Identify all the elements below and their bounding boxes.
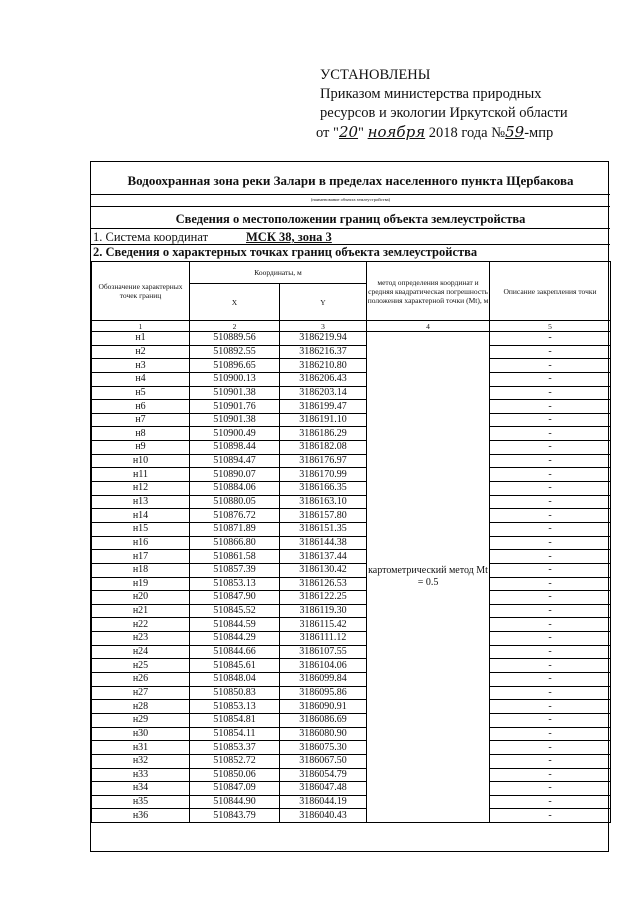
coord-system-value: МСК 38, зона 3 bbox=[246, 230, 332, 244]
table-row bbox=[92, 741, 611, 755]
table-row bbox=[92, 563, 611, 577]
coord-x: 510848.04 bbox=[190, 673, 280, 687]
points-section-title: 2. Сведения о характерных точках границ объекта землеустройства bbox=[93, 245, 478, 259]
coord-system-label: 1. Система координат bbox=[93, 230, 209, 244]
header-x: X bbox=[190, 284, 280, 321]
table-row bbox=[92, 468, 611, 482]
fixation-description: - bbox=[490, 727, 611, 741]
coord-y: 3186219.94 bbox=[280, 332, 367, 346]
coord-y: 3186115.42 bbox=[280, 618, 367, 632]
table-row bbox=[92, 413, 611, 427]
point-id: н14 bbox=[92, 509, 190, 523]
point-id: н34 bbox=[92, 782, 190, 796]
fixation-description: - bbox=[490, 686, 611, 700]
coord-y: 3186080.90 bbox=[280, 727, 367, 741]
coord-x: 510845.52 bbox=[190, 604, 280, 618]
point-id: н6 bbox=[92, 400, 190, 414]
column-number: 1 bbox=[92, 321, 190, 332]
table-row bbox=[92, 659, 611, 673]
point-id: н15 bbox=[92, 522, 190, 536]
coord-x: 510854.81 bbox=[190, 713, 280, 727]
header-designation: Обозначение характерных точек границ bbox=[92, 262, 190, 321]
point-id: н3 bbox=[92, 359, 190, 373]
fixation-description: - bbox=[490, 386, 611, 400]
coord-y: 3186054.79 bbox=[280, 768, 367, 782]
fixation-description: - bbox=[490, 645, 611, 659]
coord-y: 3186176.97 bbox=[280, 454, 367, 468]
coord-y: 3186170.99 bbox=[280, 468, 367, 482]
coord-x: 510850.06 bbox=[190, 768, 280, 782]
coord-y: 3186086.69 bbox=[280, 713, 367, 727]
column-number: 4 bbox=[367, 321, 490, 332]
fixation-description: - bbox=[490, 359, 611, 373]
coord-x: 510844.59 bbox=[190, 618, 280, 632]
table-row bbox=[92, 632, 611, 646]
fixation-description: - bbox=[490, 768, 611, 782]
fixation-description: - bbox=[490, 659, 611, 673]
fixation-description: - bbox=[490, 713, 611, 727]
fixation-description: - bbox=[490, 700, 611, 714]
point-id: н8 bbox=[92, 427, 190, 441]
coord-x: 510854.11 bbox=[190, 727, 280, 741]
table-row bbox=[92, 509, 611, 523]
header-method: метод определения координат и средняя квадратическая погрешность положения характерной точки (Mt), м bbox=[367, 262, 490, 321]
table-row bbox=[92, 454, 611, 468]
header-y: Y bbox=[280, 284, 367, 321]
coord-x: 510901.76 bbox=[190, 400, 280, 414]
point-id: н31 bbox=[92, 741, 190, 755]
table-row bbox=[92, 673, 611, 687]
fixation-description: - bbox=[490, 495, 611, 509]
coord-x: 510845.61 bbox=[190, 659, 280, 673]
coord-y: 3186157.80 bbox=[280, 509, 367, 523]
fixation-description: - bbox=[490, 741, 611, 755]
table-row bbox=[92, 345, 611, 359]
coord-y: 3186182.08 bbox=[280, 441, 367, 455]
fixation-description: - bbox=[490, 632, 611, 646]
point-id: н10 bbox=[92, 454, 190, 468]
coord-y: 3186199.47 bbox=[280, 400, 367, 414]
coord-y: 3186067.50 bbox=[280, 754, 367, 768]
fixation-description: - bbox=[490, 754, 611, 768]
coord-x: 510896.65 bbox=[190, 359, 280, 373]
fixation-description: - bbox=[490, 563, 611, 577]
coord-y: 3186090.91 bbox=[280, 700, 367, 714]
fixation-description: - bbox=[490, 536, 611, 550]
divider bbox=[91, 206, 610, 207]
coord-y: 3186144.38 bbox=[280, 536, 367, 550]
table-row bbox=[92, 782, 611, 796]
object-caption: (наименование объекта землеустройства) bbox=[310, 197, 391, 202]
fixation-description: - bbox=[490, 673, 611, 687]
fixation-description: - bbox=[490, 332, 611, 346]
point-id: н26 bbox=[92, 673, 190, 687]
point-id: н18 bbox=[92, 563, 190, 577]
approval-title: УСТАНОВЛЕНЫ bbox=[320, 67, 431, 83]
table-row bbox=[92, 768, 611, 782]
point-id: н36 bbox=[92, 809, 190, 823]
fixation-description: - bbox=[490, 400, 611, 414]
coord-y: 3186206.43 bbox=[280, 372, 367, 386]
boundary-document bbox=[90, 161, 609, 852]
coord-x: 510861.58 bbox=[190, 550, 280, 564]
table-row bbox=[92, 577, 611, 591]
table-row bbox=[92, 754, 611, 768]
point-id: н28 bbox=[92, 700, 190, 714]
coord-y: 3186104.06 bbox=[280, 659, 367, 673]
method-cell: картометрический метод Mt = 0.5 bbox=[367, 332, 490, 823]
fixation-description: - bbox=[490, 809, 611, 823]
point-id: н2 bbox=[92, 345, 190, 359]
table-row bbox=[92, 604, 611, 618]
table-row bbox=[92, 536, 611, 550]
coord-x: 510894.47 bbox=[190, 454, 280, 468]
table-row bbox=[92, 795, 611, 809]
approval-order-line: Приказом министерства природных bbox=[320, 86, 542, 102]
coord-x: 510844.90 bbox=[190, 795, 280, 809]
fixation-description: - bbox=[490, 441, 611, 455]
point-id: н23 bbox=[92, 632, 190, 646]
point-id: н13 bbox=[92, 495, 190, 509]
point-id: н21 bbox=[92, 604, 190, 618]
table-row bbox=[92, 386, 611, 400]
fixation-description: - bbox=[490, 577, 611, 591]
coord-x: 510890.07 bbox=[190, 468, 280, 482]
table-row bbox=[92, 441, 611, 455]
fixation-description: - bbox=[490, 782, 611, 796]
coord-y: 3186099.84 bbox=[280, 673, 367, 687]
coord-x: 510853.37 bbox=[190, 741, 280, 755]
table-row bbox=[92, 686, 611, 700]
table-row bbox=[92, 591, 611, 605]
coord-y: 3186107.55 bbox=[280, 645, 367, 659]
coord-y: 3186216.37 bbox=[280, 345, 367, 359]
date-year: 2018 года № bbox=[428, 125, 506, 141]
table-row bbox=[92, 495, 611, 509]
header-description: Описание закрепления точки bbox=[490, 262, 611, 321]
point-id: н32 bbox=[92, 754, 190, 768]
coord-y: 3186047.48 bbox=[280, 782, 367, 796]
fixation-description: - bbox=[490, 427, 611, 441]
coord-x: 510876.72 bbox=[190, 509, 280, 523]
coord-x: 510892.55 bbox=[190, 345, 280, 359]
point-id: н25 bbox=[92, 659, 190, 673]
date-sep: " bbox=[358, 125, 364, 141]
coord-y: 3186122.25 bbox=[280, 591, 367, 605]
point-id: н29 bbox=[92, 713, 190, 727]
coord-y: 3186191.10 bbox=[280, 413, 367, 427]
table-row bbox=[92, 809, 611, 823]
coord-x: 510901.38 bbox=[190, 386, 280, 400]
coord-x: 510853.13 bbox=[190, 700, 280, 714]
table-row bbox=[92, 727, 611, 741]
coord-x: 510850.83 bbox=[190, 686, 280, 700]
coord-y: 3186075.30 bbox=[280, 741, 367, 755]
table-row bbox=[92, 713, 611, 727]
fixation-description: - bbox=[490, 795, 611, 809]
table-row bbox=[92, 400, 611, 414]
fixation-description: - bbox=[490, 550, 611, 564]
fixation-description: - bbox=[490, 454, 611, 468]
coord-y: 3186130.42 bbox=[280, 563, 367, 577]
fixation-description: - bbox=[490, 509, 611, 523]
coord-x: 510898.44 bbox=[190, 441, 280, 455]
coord-x: 510880.05 bbox=[190, 495, 280, 509]
coord-y: 3186040.43 bbox=[280, 809, 367, 823]
table-row bbox=[92, 482, 611, 496]
point-id: н17 bbox=[92, 550, 190, 564]
table-row bbox=[92, 332, 611, 346]
fixation-description: - bbox=[490, 468, 611, 482]
coord-x: 510852.72 bbox=[190, 754, 280, 768]
coord-y: 3186126.53 bbox=[280, 577, 367, 591]
point-id: н22 bbox=[92, 618, 190, 632]
point-id: н9 bbox=[92, 441, 190, 455]
date-day: 20 bbox=[338, 123, 359, 141]
point-id: н33 bbox=[92, 768, 190, 782]
point-id: н30 bbox=[92, 727, 190, 741]
coord-x: 510844.29 bbox=[190, 632, 280, 646]
divider bbox=[91, 228, 610, 229]
point-id: н1 bbox=[92, 332, 190, 346]
order-number-suffix: -мпр bbox=[524, 125, 554, 141]
coord-x: 510889.56 bbox=[190, 332, 280, 346]
fixation-description: - bbox=[490, 413, 611, 427]
point-id: н7 bbox=[92, 413, 190, 427]
column-number: 2 bbox=[190, 321, 280, 332]
point-id: н11 bbox=[92, 468, 190, 482]
point-id: н20 bbox=[92, 591, 190, 605]
coord-x: 510847.09 bbox=[190, 782, 280, 796]
point-id: н19 bbox=[92, 577, 190, 591]
table-row bbox=[92, 700, 611, 714]
point-id: н35 bbox=[92, 795, 190, 809]
fixation-description: - bbox=[490, 372, 611, 386]
approval-date-line bbox=[316, 123, 620, 143]
fixation-description: - bbox=[490, 522, 611, 536]
column-number: 3 bbox=[280, 321, 367, 332]
coord-y: 3186044.19 bbox=[280, 795, 367, 809]
table-row bbox=[92, 427, 611, 441]
approval-authority-line: ресурсов и экологии Иркутской области bbox=[320, 105, 568, 121]
coord-x: 510901.38 bbox=[190, 413, 280, 427]
coord-x: 510857.39 bbox=[190, 563, 280, 577]
table-row bbox=[92, 645, 611, 659]
coord-x: 510843.79 bbox=[190, 809, 280, 823]
coord-y: 3186151.35 bbox=[280, 522, 367, 536]
order-number: 59 bbox=[505, 123, 525, 141]
coord-y: 3186137.44 bbox=[280, 550, 367, 564]
coord-x: 510900.13 bbox=[190, 372, 280, 386]
point-id: н27 bbox=[92, 686, 190, 700]
coord-y: 3186111.12 bbox=[280, 632, 367, 646]
fixation-description: - bbox=[490, 591, 611, 605]
coord-y: 3186095.86 bbox=[280, 686, 367, 700]
table-row bbox=[92, 618, 611, 632]
point-id: н16 bbox=[92, 536, 190, 550]
header-coordinates: Координаты, м bbox=[190, 262, 367, 284]
coord-x: 510866.80 bbox=[190, 536, 280, 550]
coord-y: 3186119.30 bbox=[280, 604, 367, 618]
point-id: н4 bbox=[92, 372, 190, 386]
coord-y: 3186203.14 bbox=[280, 386, 367, 400]
table-row bbox=[92, 359, 611, 373]
boundary-points-table bbox=[91, 261, 611, 823]
fixation-description: - bbox=[490, 482, 611, 496]
point-id: н12 bbox=[92, 482, 190, 496]
coord-y: 3186210.80 bbox=[280, 359, 367, 373]
coord-x: 510884.06 bbox=[190, 482, 280, 496]
table-row bbox=[92, 372, 611, 386]
coord-x: 510844.66 bbox=[190, 645, 280, 659]
document-title: Водоохранная зона реки Залари в пределах населенного пункта Щербакова bbox=[127, 173, 574, 188]
date-month: ноября bbox=[367, 123, 426, 141]
coord-y: 3186166.35 bbox=[280, 482, 367, 496]
section-title: Сведения о местоположении границ объекта землеустройства bbox=[175, 212, 526, 226]
coord-x: 510853.13 bbox=[190, 577, 280, 591]
date-prefix: от " bbox=[316, 125, 339, 141]
divider bbox=[91, 194, 610, 195]
table-row bbox=[92, 550, 611, 564]
table-row bbox=[92, 522, 611, 536]
coord-x: 510871.89 bbox=[190, 522, 280, 536]
fixation-description: - bbox=[490, 345, 611, 359]
coord-y: 3186186.29 bbox=[280, 427, 367, 441]
fixation-description: - bbox=[490, 604, 611, 618]
coord-y: 3186163.10 bbox=[280, 495, 367, 509]
coord-x: 510847.90 bbox=[190, 591, 280, 605]
point-id: н24 bbox=[92, 645, 190, 659]
approval-block bbox=[316, 66, 620, 143]
point-id: н5 bbox=[92, 386, 190, 400]
coord-x: 510900.49 bbox=[190, 427, 280, 441]
column-number: 5 bbox=[490, 321, 611, 332]
fixation-description: - bbox=[490, 618, 611, 632]
